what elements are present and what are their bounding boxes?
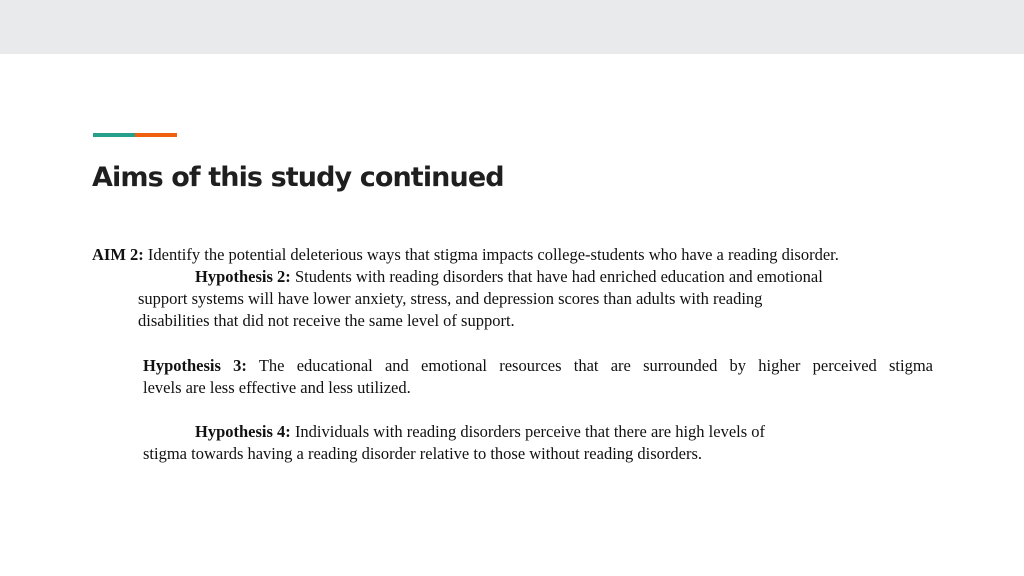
hypothesis-3-label: Hypothesis 3:	[143, 356, 247, 375]
hypothesis-3-line-2: levels are less effective and less utilized.	[143, 378, 411, 397]
hypothesis-4-text: Individuals with reading disorders perceive that there are high levels of	[290, 422, 766, 441]
aim-2-label: AIM 2:	[92, 245, 144, 264]
slide-title: Aims of this study continued	[92, 162, 504, 193]
hypothesis-3-text: The educational and emotional resources that are surrounded by higher perceived stigma	[246, 356, 933, 375]
hypothesis-2-text: Students with reading disorders that have had enriched education and emotional	[290, 267, 823, 286]
hypothesis-4-line-1	[195, 421, 765, 443]
aim-2-text: Identify the potential deleterious ways that stigma impacts college-students who have a reading disorder.	[143, 245, 839, 264]
hypothesis-4-line-2: stigma towards having a reading disorder relative to those without reading disorders.	[143, 444, 703, 463]
accent-orange	[135, 133, 177, 137]
hypothesis-2-line-3: disabilities that did not receive the same level of support.	[138, 311, 515, 330]
hypothesis-3-line-1	[143, 355, 933, 377]
top-toolbar-band	[0, 0, 1024, 54]
aim-2	[92, 244, 839, 266]
title-accent-bar	[93, 133, 177, 137]
accent-teal	[93, 133, 135, 137]
hypothesis-4-label: Hypothesis 4:	[195, 422, 291, 441]
hypothesis-2-line-2: support systems will have lower anxiety, stress, and depression scores than adults with reading	[138, 289, 763, 308]
hypothesis-2-line-1	[195, 266, 823, 288]
hypothesis-2-label: Hypothesis 2:	[195, 267, 291, 286]
